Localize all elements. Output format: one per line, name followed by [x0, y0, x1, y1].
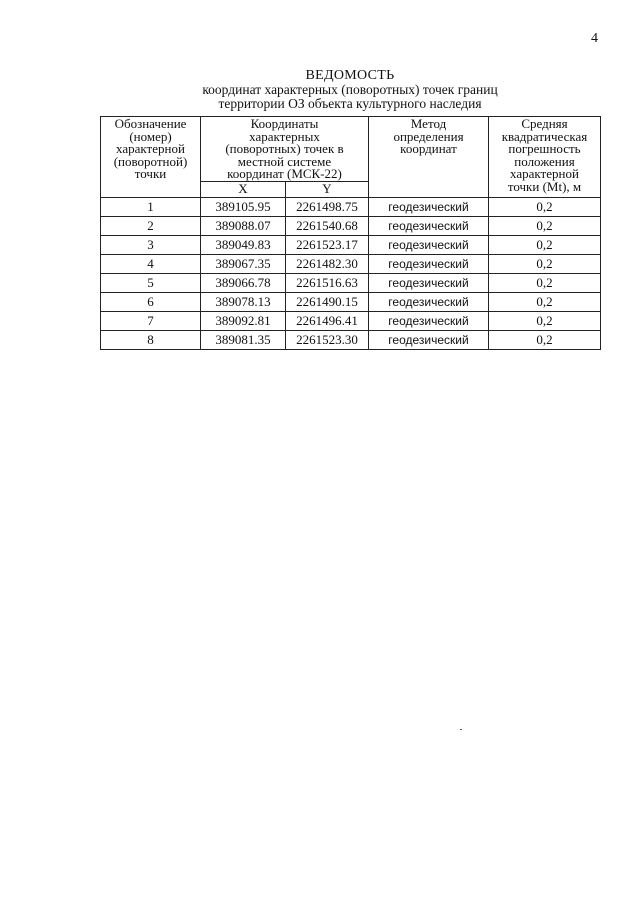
cell-x: 389092.81 — [201, 311, 286, 330]
table-row — [101, 254, 601, 273]
cell-error: 0,2 — [489, 216, 601, 235]
cell-y: 2261523.17 — [286, 235, 369, 254]
document-title: ВЕДОМОСТЬ — [305, 68, 395, 83]
cell-error: 0,2 — [489, 197, 601, 216]
cell-y: 2261498.75 — [286, 197, 369, 216]
coordinates-table — [100, 116, 601, 350]
cell-x: 389088.07 — [201, 216, 286, 235]
cell-method: геодезический — [369, 330, 489, 349]
cell-point-number: 5 — [101, 273, 201, 292]
cell-method: геодезический — [369, 273, 489, 292]
cell-method: геодезический — [369, 197, 489, 216]
cell-x: 389081.35 — [201, 330, 286, 349]
cell-x: 389066.78 — [201, 273, 286, 292]
header-y: Y — [286, 181, 369, 197]
cell-error: 0,2 — [489, 330, 601, 349]
cell-x: 389078.13 — [201, 292, 286, 311]
header-coordinates: Координаты характерных (поворотных) точек в местной системе координат (МСК-22) — [201, 117, 369, 182]
table-row — [101, 330, 601, 349]
header-method: Метод определения координат — [369, 117, 489, 198]
table-row — [101, 197, 601, 216]
cell-point-number: 7 — [101, 311, 201, 330]
table-row — [101, 292, 601, 311]
cell-point-number: 3 — [101, 235, 201, 254]
table-row — [101, 273, 601, 292]
cell-x: 389105.95 — [201, 197, 286, 216]
cell-y: 2261496.41 — [286, 311, 369, 330]
cell-error: 0,2 — [489, 235, 601, 254]
cell-method: геодезический — [369, 235, 489, 254]
cell-y: 2261516.63 — [286, 273, 369, 292]
cell-method: геодезический — [369, 216, 489, 235]
cell-point-number: 2 — [101, 216, 201, 235]
cell-point-number: 4 — [101, 254, 201, 273]
cell-y: 2261482.30 — [286, 254, 369, 273]
cell-error: 0,2 — [489, 273, 601, 292]
cell-method: геодезический — [369, 311, 489, 330]
cell-y: 2261523.30 — [286, 330, 369, 349]
cell-point-number: 8 — [101, 330, 201, 349]
cell-error: 0,2 — [489, 292, 601, 311]
cell-point-number: 6 — [101, 292, 201, 311]
header-point-designation: Обозначение (номер) характерной (поворотной) точки — [101, 117, 201, 198]
table-row — [101, 235, 601, 254]
document-subtitle-line-1: координат характерных (поворотных) точек границ — [202, 82, 498, 97]
cell-method: геодезический — [369, 292, 489, 311]
cell-y: 2261490.15 — [286, 292, 369, 311]
table-row — [101, 216, 601, 235]
cell-error: 0,2 — [489, 254, 601, 273]
cell-x: 389049.83 — [201, 235, 286, 254]
cell-error: 0,2 — [489, 311, 601, 330]
page-number: 4 — [591, 31, 598, 46]
document-heading — [100, 69, 600, 111]
document-subtitle-line-2: территории ОЗ объекта культурного наследия — [218, 96, 482, 111]
header-x: X — [201, 181, 286, 197]
scan-speck — [460, 729, 462, 730]
table-row — [101, 311, 601, 330]
cell-point-number: 1 — [101, 197, 201, 216]
header-error: Средняя квадратическая погрешность положения характерной точки (Mt), м — [489, 117, 601, 198]
cell-x: 389067.35 — [201, 254, 286, 273]
cell-method: геодезический — [369, 254, 489, 273]
cell-y: 2261540.68 — [286, 216, 369, 235]
